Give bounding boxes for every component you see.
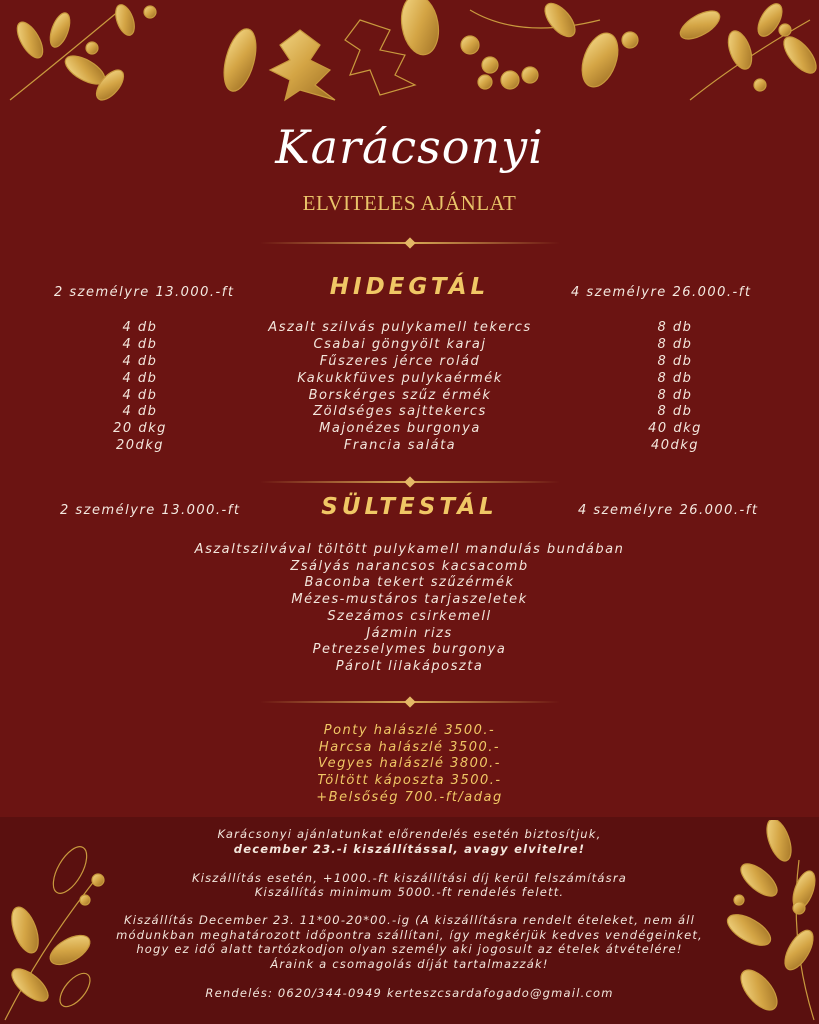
sultestal-price-4-persons: 4 személyre 26.000.-ft: [578, 503, 759, 518]
list-item: 4 db Csabai göngyölt karaj 8 db: [122, 337, 693, 352]
list-item: +Belsőség 700.-ft/adag: [316, 790, 503, 805]
list-item: Vegyes halászlé 3800.-: [317, 756, 501, 771]
page-subtitle: ELVITELES AJÁNLAT: [302, 191, 517, 215]
list-item: 4 db Borskérges szűz érmék 8 db: [122, 388, 693, 403]
page-title: Karácsonyi: [275, 120, 544, 174]
list-item: Töltött káposzta 3500.-: [317, 773, 502, 788]
list-item: Zsályás narancsos kacsacomb: [290, 559, 529, 574]
top-gold-foliage-decoration: [0, 0, 819, 120]
contact-info[interactable]: Rendelés: 0620/344-0949 kerteszcsardafogado@gmail.com: [205, 986, 614, 1000]
list-item: 20 dkg Majonézes burgonya 40 dkg: [113, 421, 702, 436]
sultestal-title: SÜLTESTÁL: [321, 494, 498, 520]
list-item: Párolt lilakáposzta: [335, 659, 484, 674]
footer-line: Kiszállítás minimum 5000.-ft rendelés felett.: [254, 885, 565, 899]
hidegtal-price-2-persons: 2 személyre 13.000.-ft: [54, 285, 235, 300]
footer-line: Áraink a csomagolás díját tartalmazzák!: [270, 957, 549, 971]
sultestal-price-2-persons: 2 személyre 13.000.-ft: [60, 503, 241, 518]
footer-line-highlight: december 23.-i kiszállítással, avagy elvitelre!: [233, 842, 586, 856]
list-item: 4 db Aszalt szilvás pulykamell tekercs 8 db: [122, 320, 693, 335]
list-item: Ponty halászlé 3500.-: [323, 723, 496, 738]
list-item: Baconba tekert szűzérmék: [304, 575, 515, 590]
hidegtal-title: HIDEGTÁL: [329, 274, 490, 300]
footer-line: módunkban meghatározott időpontra szállítani, így megkérjük kedves vendégeinket,: [116, 928, 703, 942]
footer-line: Kiszállítás December 23. 11*00-20*00.-ig (A kiszállításra rendelt ételeket, nem áll: [123, 913, 696, 927]
list-item: 20dkg Francia saláta 40dkg: [115, 438, 700, 453]
section-divider: [260, 481, 560, 483]
list-item: Jázmin rizs: [366, 626, 453, 641]
list-item: Aszaltszilvával töltött pulykamell mandulás bundában: [194, 542, 625, 557]
list-item: Szezámos csirkemell: [327, 609, 492, 624]
list-item: Harcsa halászlé 3500.-: [318, 740, 501, 755]
section-divider: [260, 701, 560, 703]
list-item: Petrezselymes burgonya: [312, 642, 507, 657]
hidegtal-price-4-persons: 4 személyre 26.000.-ft: [571, 285, 752, 300]
footer-line: hogy ez idő alatt tartózkodjon olyan személy aki jogosult az ételek átvételére!: [136, 942, 683, 956]
footer-line: Karácsonyi ajánlatunkat előrendelés esetén biztosítjuk,: [217, 827, 602, 841]
header-divider: [260, 242, 560, 244]
list-item: 4 db Kakukkfüves pulykaérmék 8 db: [122, 371, 693, 386]
list-item: Mézes-mustáros tarjaszeletek: [291, 592, 528, 607]
list-item: 4 db Fűszeres jérce rolád 8 db: [122, 354, 693, 369]
list-item: 4 db Zöldséges sajttekercs 8 db: [122, 404, 693, 419]
footer-line: Kiszállítás esetén, +1000.-ft kiszállítási díj kerül felszámításra: [191, 871, 628, 885]
